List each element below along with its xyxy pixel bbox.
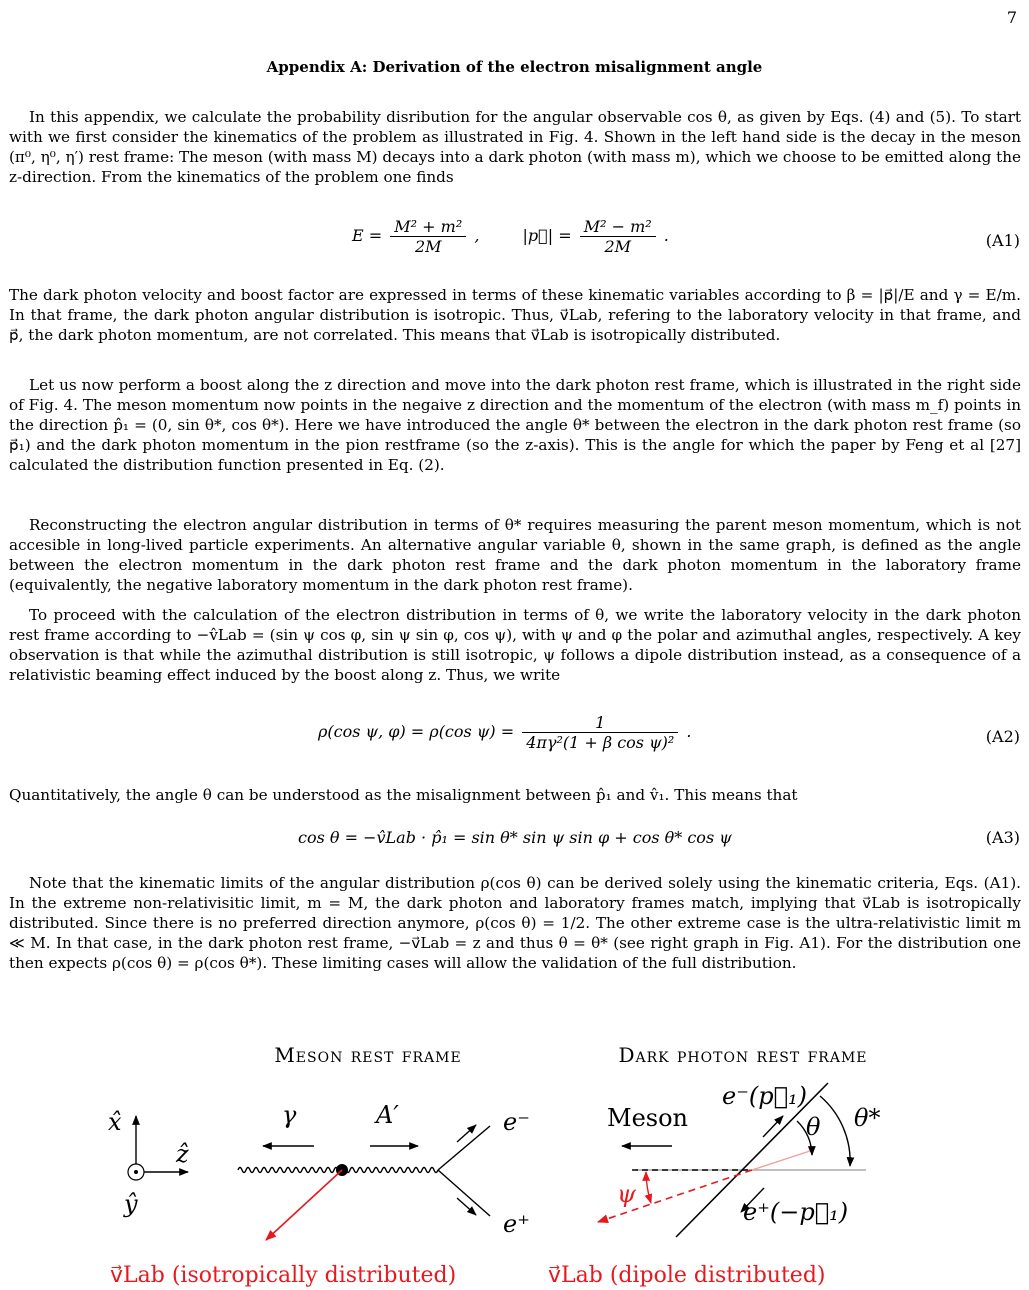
paragraph-velocity: The dark photon velocity and boost factor are expressed in terms of these kinematic variables according to β = |p⃗|/E and γ = E/m. In that frame, the dark photon angular distribution is isotropic. Thus, v⃗Lab, refering to the laboratory velocity in that frame, and p⃗, the dark photon momentum, are not correlated. This means that v⃗Lab is isotropically distributed.: [9, 286, 1021, 344]
eq-a1-end: .: [663, 226, 669, 245]
eq-a1-separator: ,: [474, 226, 480, 245]
axis-x-label: x̂: [108, 1108, 122, 1136]
electron-line: [438, 1126, 490, 1170]
paragraph-quantitative: Quantitatively, the angle θ can be understood as the misalignment between p̂₁ and v̂₁. This means that: [9, 786, 798, 804]
e-plus-p1-label: e⁺(−p⃗₁): [743, 1198, 849, 1226]
theta-star-arc: [820, 1096, 850, 1166]
eq-a1-e-numerator: M² + m²: [390, 217, 466, 237]
eq-a1-p-lhs: |p⃗| =: [522, 226, 572, 245]
eq-a2-lhs: ρ(cos ψ, φ) = ρ(cos ψ) =: [318, 722, 515, 741]
vlab-right-caption: v⃗Lab (dipole distributed): [548, 1263, 826, 1288]
vlab-left-arrow: [266, 1170, 342, 1240]
psi-label: ψ: [617, 1180, 636, 1208]
meson-label: Meson: [607, 1104, 688, 1132]
e-minus-label: e⁻: [503, 1108, 530, 1136]
eq-a3-body: cos θ = −v̂Lab · p̂₁ = sin θ* sin ψ sin φ + cos θ* cos ψ: [298, 828, 732, 847]
eq-a1-e-denominator: 2M: [414, 237, 442, 256]
e-minus-p1-label: e⁻(p⃗₁): [722, 1082, 807, 1110]
eq-a2-denominator: 4πγ²(1 + β cos ψ)²: [526, 733, 675, 752]
eq-a1-p-numerator: M² − m²: [580, 217, 656, 237]
vlab-direction-pink: [752, 1150, 813, 1170]
gamma-label: γ: [282, 1101, 297, 1129]
paragraph-proceed: To proceed with the calculation of the electron distribution in terms of θ, we write the laboratory velocity in the dark photon rest frame according to −v̂Lab = (sin ψ cos φ, sin ψ sin φ, cos ψ), with ψ and φ the polar and azimuthal angles, respectively. A key observation is that while the azimuthal distribution is still isotropic, ψ follows a dipole distribution instead, as a consequence of a relativistic beaming effect induced by the boost along z. Thus, we write: [9, 606, 1021, 684]
paragraph-limits: Note that the kinematic limits of the angular distribution ρ(cos θ) can be derived solely using the kinematic criteria, Eqs. (A1). In the extreme non-relativisitic limit, m = M, the dark photon and laboratory frames match, implying that v⃗Lab is isotropically distributed. Since there is no preferred direction anymore, ρ(cos θ) = 1/2. The other extreme case is the ultra-relativistic limit m ≪ M. In that case, in the dark photon rest frame, −v⃗Lab = z and thus θ = θ* (see right graph in Fig. A1). For the distribution one then expects ρ(cos θ) = ρ(cos θ*). These limiting cases will allow the validation of the full distribution.: [9, 874, 1021, 972]
e-minus-arrow: [763, 1116, 783, 1137]
eq-a1-p-fraction: [580, 217, 656, 256]
positron-line: [438, 1170, 490, 1216]
eq-a2-end: .: [686, 722, 692, 741]
eq-a2-numerator: 1: [522, 713, 678, 733]
paragraph-boost: Let us now perform a boost along the z direction and move into the dark photon rest frame, which is illustrated in the right side of Fig. 4. The meson momentum now points in the negaive z direction and the momentum of the electron (with mass m_f) points in the direction p̂₁ = (0, sin θ*, cos θ*). Here we have introduced the angle θ* between the electron in the dark photon rest frame (so p⃗₁) and the dark photon momentum in the pion restframe (so the z-axis). This is the angle for which the paper by Feng et al [27] calculated the distribution function presented in Eq. (2).: [9, 376, 1021, 474]
figure-right-title: Dark photon rest frame: [618, 1043, 868, 1067]
figure-left-title: Meson rest frame: [274, 1043, 462, 1067]
eq-a3-label: (A3): [985, 828, 1020, 847]
figure-a1: [0, 1000, 1029, 1290]
page-number: 7: [1006, 8, 1017, 27]
paragraph-intro: In this appendix, we calculate the probability disribution for the angular observable cos θ, as given by Eqs. (4) and (5). To start with we first consider the kinematics of the problem as illustrated in Fig. 4. Shown in the left hand side is the decay in the meson (π⁰, η⁰, η′) rest frame: The meson (with mass M) decays into a dark photon (with mass m), which we choose to be emitted along the z-direction. From the kinematics of the problem one finds: [9, 108, 1021, 186]
vlab-left-caption: v⃗Lab (isotropically distributed): [110, 1263, 457, 1288]
eq-a2-label: (A2): [985, 727, 1020, 746]
eq-a2-fraction: [522, 713, 678, 752]
psi-arc: [646, 1172, 651, 1203]
appendix-title: Appendix A: Derivation of the electron misalignment angle: [266, 58, 763, 76]
eq-a1-e-lhs: E =: [352, 226, 383, 245]
theta-label: θ: [806, 1113, 821, 1141]
e-plus-label: e⁺: [503, 1210, 530, 1238]
aprime-label: A′: [376, 1101, 399, 1129]
eq-a1-e-fraction: [390, 217, 466, 256]
axis-y-label: ŷ: [124, 1190, 138, 1218]
eq-a1-label: (A1): [985, 231, 1020, 250]
paragraph-reconstruct: Reconstructing the electron angular distribution in terms of θ* requires measuring the parent meson momentum, which is not accesible in long-lived particle experiments. An alternative angular variable θ, shown in the same graph, is defined as the angle between the electron momentum in the dark photon rest frame and the dark photon momentum in the laboratory frame (equivalently, the negative laboratory momentum in the dark photon rest frame).: [9, 516, 1021, 594]
axis-z-label: ẑ: [176, 1140, 189, 1168]
theta-star-label: θ*: [854, 1104, 881, 1132]
eq-a1-p-denominator: 2M: [604, 237, 631, 256]
